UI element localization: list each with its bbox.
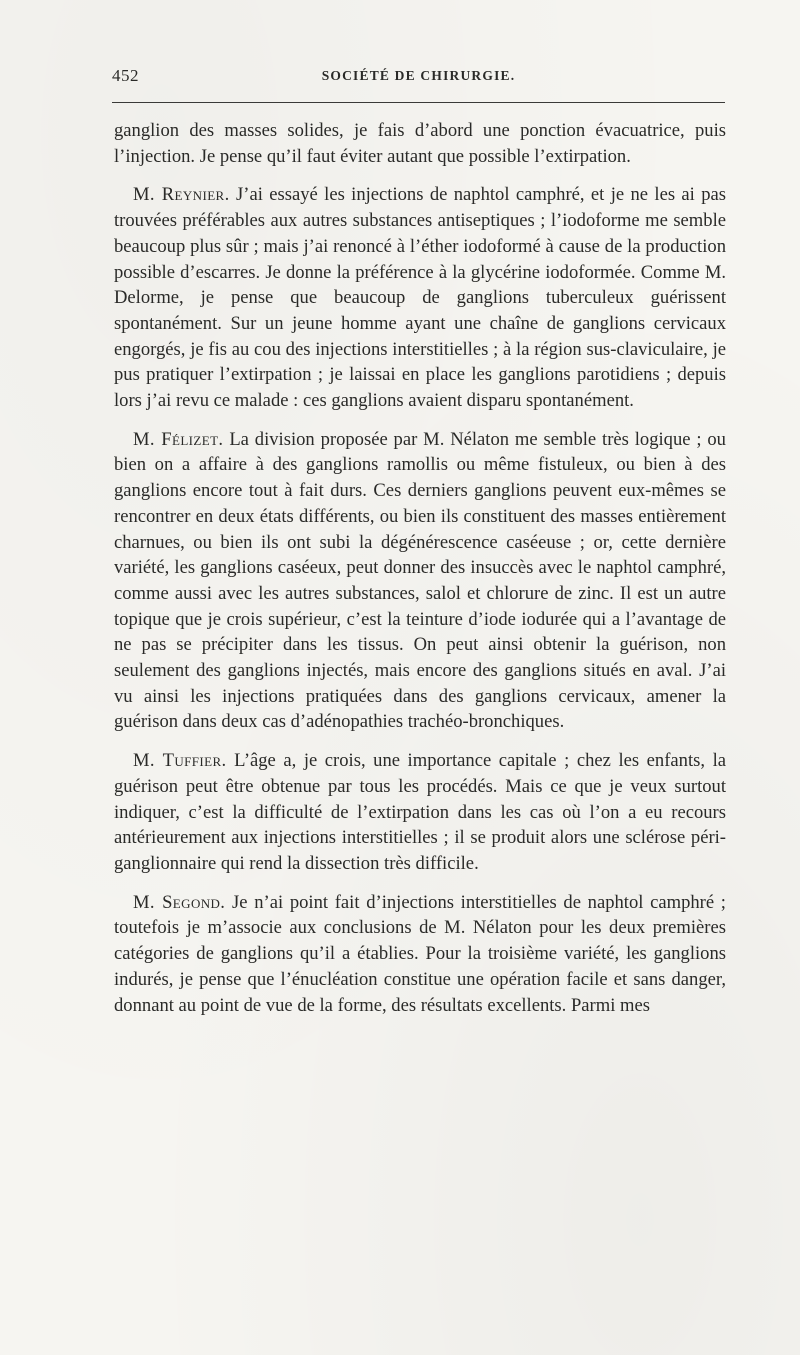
paragraph-felizet xyxy=(114,427,726,735)
paragraph-text: La division proposée par M. Nélaton me semble très logique ; ou bien on a affaire à des ganglions ramollis ou même fistuleux, ou bien à des ganglions encore tout à fait durs. Ces derniers ganglions peuvent eux-mêmes se rencontrer en deux états différents, ou bien ils constituent des masses entièrement charnues, ou bien ils ont subi la dégénérescence caséeuse ; or, cette dernière variété, les ganglions caséeux, peut donner des insuccès avec le naphtol camphré, comme aussi avec les autres substances, salol et chlorure de zinc. Il est un autre topique que je crois supérieur, c’est la teinture d’iode iodurée qui a l’avantage de ne pas se précipiter dans les tissus. On peut ainsi obtenir la guérison, non seulement des ganglions injectés, mais encore des ganglions situés en aval. J’ai vu ainsi les injections pratiquées dans des ganglions cervicaux, amener la guérison dans deux cas d’adénopathies trachéo-bronchiques. xyxy=(114,428,726,733)
paragraph-tuffier xyxy=(114,748,726,877)
paragraph-reynier xyxy=(114,182,726,413)
paragraph-text: J’ai essayé les injections de naphtol camphré, et je ne les ai pas trouvées préférables aux autres substances antiseptiques ; l’iodoforme me semble beaucoup plus sûr ; mais j’ai renoncé à l’éther iodoformé à cause de la production possible d’escarres. Je donne la préférence à la glycérine iodoformée. Comme M. Delorme, je pense que beaucoup de ganglions tuberculeux guérissent spontanément. Sur un jeune homme ayant une chaîne de ganglions cervicaux engorgés, je fis au cou des injections interstitielles ; à la région sus-claviculaire, je pus pratiquer l’extirpation ; je laissai en place les ganglions parotidiens ; depuis lors j’ai revu ce malade : ces ganglions avaient disparu spontanément. xyxy=(114,184,726,412)
header-rule xyxy=(112,102,725,103)
paragraph-continuation xyxy=(114,118,726,169)
paragraph-segond xyxy=(114,890,726,1019)
paragraph-text: ganglion des masses solides, je fais d’abord une ponction évacuatrice, puis l’injection. Je pense qu’il faut éviter autant que possible l’extirpation. xyxy=(114,120,726,167)
speaker-name: M. Félizet. xyxy=(133,428,224,450)
speaker-name: M. Tuffier. xyxy=(133,750,227,772)
running-title: SOCIÉTÉ DE CHIRURGIE. xyxy=(321,68,516,83)
page-number: 452 xyxy=(112,66,139,85)
paragraph-text: Je n’ai point fait d’injections interstitielles de naphtol camphré ; toutefois je m’associe aux conclusions de M. Nélaton pour les deux premières catégories de ganglions qu’il a établies. Pour la troisième variété, les ganglions indurés, je pense que l’énucléation constitue une opération facile et sans danger, donnant au point de vue de la forme, des résultats excellents. Parmi mes xyxy=(114,891,726,1016)
running-head xyxy=(112,64,725,90)
paragraph-text: L’âge a, je crois, une importance capitale ; chez les enfants, la guérison peut être obtenue par tous les procédés. Mais ce que je veux surtout indiquer, c’est la difficulté de l’extirpation dans les cas où l’on a eu recours antérieurement aux injections interstitielles ; il se produit alors une sclérose péri-ganglionnaire qui rend la dissection très difficile. xyxy=(114,750,726,874)
speaker-name: M. Segond. xyxy=(133,891,226,913)
speaker-name: M. Reynier. xyxy=(133,184,230,206)
body-text xyxy=(114,118,726,1018)
